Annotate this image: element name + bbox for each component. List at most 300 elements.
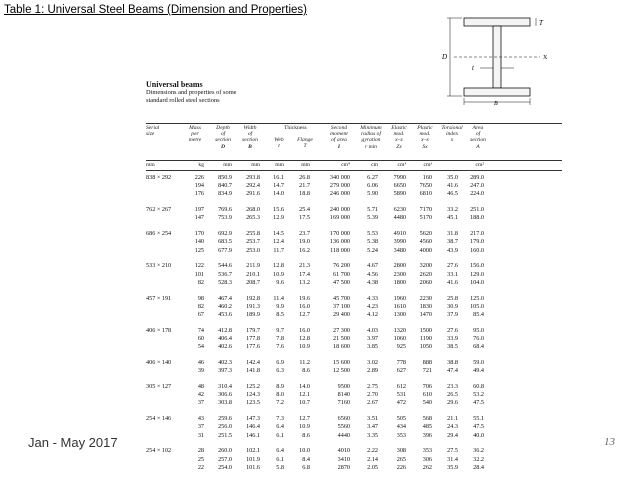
- table-cell: 118 000: [330, 246, 350, 254]
- table-cell: 303.8: [218, 399, 232, 407]
- table-cell: 925: [396, 343, 406, 351]
- table-cell: 217.0: [470, 230, 484, 238]
- table-cell: 37 100: [332, 302, 350, 310]
- unit-label: cm²: [475, 162, 484, 168]
- table-cell: 32.2: [473, 455, 484, 463]
- diagram-label-D: D: [442, 53, 448, 61]
- table-cell: 194: [194, 182, 204, 190]
- table-cell: 4560: [419, 238, 432, 246]
- table-cell: 98: [197, 294, 204, 302]
- table-cell: 26.8: [299, 174, 310, 181]
- serial-size: 406 × 140: [146, 359, 172, 366]
- table-cell: 41.6: [447, 182, 458, 190]
- table-cell: 2.22: [367, 447, 378, 455]
- table-cell: 3990: [393, 238, 406, 246]
- table-cell: 528.3: [218, 278, 232, 286]
- table-cell: 5.38: [367, 238, 378, 246]
- table-cell: 74: [197, 326, 204, 334]
- table-cell: 6.3: [276, 367, 284, 375]
- table-cell: 531: [396, 391, 406, 399]
- table-cell: 467.4: [218, 294, 232, 302]
- table-cell: 1050: [419, 343, 432, 351]
- table-cell: 253.0: [246, 246, 260, 254]
- table-cell: 706: [422, 383, 432, 390]
- table-cell: 1470: [419, 311, 432, 318]
- header-moment: Second moment of area I: [330, 125, 348, 150]
- table-cell: 47.5: [473, 423, 484, 431]
- table-cell: 27.6: [447, 326, 458, 334]
- table-cell: 82: [197, 278, 204, 286]
- table-cell: 14.0: [299, 383, 310, 390]
- table-cell: 2.75: [367, 383, 378, 390]
- table-cell: 4.67: [367, 262, 378, 270]
- header-width: Width of section B: [242, 125, 258, 150]
- table-cell: 2.70: [367, 391, 378, 399]
- table-cell: 8.4: [302, 455, 310, 463]
- table-cell: 105.0: [470, 302, 484, 310]
- header-radius: Minimum radius of gyration r min: [360, 125, 382, 150]
- table-cell: 170 000: [329, 230, 350, 238]
- table-cell: 412.8: [218, 326, 232, 334]
- table-cell: 191.3: [246, 302, 260, 310]
- table-cell: 8.5: [276, 311, 284, 318]
- table-cell: 6.9: [276, 359, 284, 366]
- table-cell: 7170: [419, 206, 432, 214]
- table-cell: 35.9: [447, 463, 458, 471]
- table-cell: 39: [197, 367, 204, 375]
- table-cell: 47.5: [473, 399, 484, 407]
- table-cell: 101: [194, 270, 204, 278]
- table-cell: 41.6: [447, 278, 458, 286]
- table-cell: 268.0: [246, 206, 260, 214]
- table-cell: 12.8: [299, 335, 310, 342]
- table-cell: 2.14: [367, 455, 378, 463]
- slide-title: Table 1: Universal Steel Beams (Dimension and Properties): [4, 4, 307, 16]
- unit-label: mm: [275, 162, 284, 168]
- table-cell: 30.9: [447, 302, 458, 310]
- table-cell: 160.0: [470, 246, 484, 254]
- table-cell: 141.8: [246, 367, 260, 375]
- diagram-label-X: X: [543, 55, 548, 61]
- table-cell: 1190: [419, 335, 432, 342]
- page-number: 13: [604, 436, 615, 448]
- table-cell: 4010: [337, 447, 350, 455]
- table-cell: 402.6: [218, 343, 232, 351]
- table-cell: 254.0: [218, 463, 232, 471]
- table-cell: 240 000: [329, 206, 350, 214]
- table-cell: 10.9: [299, 343, 310, 351]
- header-mass: Mass per metre: [188, 125, 202, 144]
- table-cell: 25: [197, 455, 204, 463]
- table-cell: 68.4: [473, 343, 484, 351]
- table-cell: 544.6: [218, 262, 232, 270]
- table-cell: 260.0: [218, 447, 232, 455]
- table-cell: 12.7: [299, 311, 310, 318]
- serial-size: 838 × 292: [146, 174, 172, 181]
- table-cell: 1500: [419, 326, 432, 334]
- table-cell: 6560: [337, 415, 350, 423]
- table-cell: 1800: [393, 278, 406, 286]
- table-cell: 15 600: [332, 359, 350, 366]
- table-cell: 122: [194, 262, 204, 270]
- table-cell: 5.53: [367, 230, 378, 238]
- serial-size: 457 × 191: [146, 294, 172, 302]
- table-cell: 12.4: [273, 238, 284, 246]
- table-cell: 26.5: [447, 391, 458, 399]
- table-cell: 17.4: [299, 270, 310, 278]
- table-cell: 4.56: [367, 270, 378, 278]
- table-cell: 4.12: [367, 311, 378, 318]
- table-cell: 485: [422, 423, 432, 431]
- table-cell: 46.5: [447, 190, 458, 198]
- table-cell: 16.2: [299, 246, 310, 254]
- table-cell: 292.4: [246, 182, 260, 190]
- table-cell: 536.7: [218, 270, 232, 278]
- table-cell: 6.27: [367, 174, 378, 181]
- table-cell: 353: [422, 447, 432, 455]
- table-cell: 265.3: [246, 214, 260, 222]
- table-cell: 136 000: [329, 238, 350, 246]
- table-cell: 9500: [337, 383, 350, 390]
- table-cell: 54: [197, 343, 204, 351]
- unit-label: cm³: [397, 162, 406, 168]
- table-cell: 38.5: [447, 343, 458, 351]
- table-cell: 5890: [393, 190, 406, 198]
- table-cell: 5560: [337, 423, 350, 431]
- header-serial: Serial size: [146, 125, 160, 138]
- table-cell: 612: [396, 383, 406, 390]
- table-cell: 7.3: [276, 415, 284, 423]
- table-cell: 683.5: [218, 238, 232, 246]
- table-cell: 6.8: [302, 463, 310, 471]
- table-cell: 310.4: [218, 383, 232, 390]
- table-cell: 197: [194, 206, 204, 214]
- table-cell: 308: [396, 447, 406, 455]
- table-cell: 188.0: [470, 214, 484, 222]
- table-cell: 8.6: [302, 367, 310, 375]
- table-cell: 3.47: [367, 423, 378, 431]
- table-cell: 540: [422, 399, 432, 407]
- table-cell: 3480: [393, 246, 406, 254]
- table-cell: 27.5: [447, 447, 458, 455]
- table-cell: 16.1: [273, 174, 284, 181]
- table-cell: 15.6: [273, 206, 284, 214]
- table-cell: 434: [396, 423, 406, 431]
- table-cell: 14.5: [273, 230, 284, 238]
- table-cell: 104.0: [470, 278, 484, 286]
- table-cell: 10.9: [273, 270, 284, 278]
- table-cell: 9.9: [276, 302, 284, 310]
- table-cell: 677.9: [218, 246, 232, 254]
- table-cell: 4.33: [367, 294, 378, 302]
- header-web: Web t: [274, 137, 284, 150]
- table-cell: 226: [194, 174, 204, 181]
- table-cell: 147.3: [246, 415, 260, 423]
- table-cell: 5.71: [367, 206, 378, 214]
- table-cell: 12.9: [273, 214, 284, 222]
- table-cell: 2230: [419, 294, 432, 302]
- table-cell: 12.7: [299, 415, 310, 423]
- table-cell: 251.5: [218, 431, 232, 439]
- table-cell: 49.4: [473, 367, 484, 375]
- table-cell: 753.9: [218, 214, 232, 222]
- header-thickness: Thickness: [284, 125, 307, 131]
- serial-size: 254 × 102: [146, 447, 172, 455]
- table-cell: 2.89: [367, 367, 378, 375]
- table-cell: 1060: [393, 335, 406, 342]
- header-plastic: Plastic mod. x–x Sx: [417, 125, 433, 150]
- table-cell: 31.4: [447, 455, 458, 463]
- table-cell: 4440: [337, 431, 350, 439]
- table-cell: 4000: [419, 246, 432, 254]
- header-depth: Depth of section D: [215, 125, 231, 150]
- unit-label: mm: [301, 162, 310, 168]
- table-cell: 42: [197, 391, 204, 399]
- table-cell: 59.0: [473, 359, 484, 366]
- table-cell: 189.9: [246, 311, 260, 318]
- table-cell: 9.6: [276, 278, 284, 286]
- table-cell: 28.4: [473, 463, 484, 471]
- table-cell: 10.0: [299, 447, 310, 455]
- header-elastic: Elastic mod. x–x Zx: [391, 125, 407, 150]
- table-cell: 259.6: [218, 415, 232, 423]
- table-cell: 33.9: [447, 335, 458, 342]
- table-cell: 156.0: [470, 262, 484, 270]
- table-cell: 19.6: [299, 294, 310, 302]
- table-cell: 211.9: [246, 262, 260, 270]
- table-cell: 3410: [337, 455, 350, 463]
- table-cell: 24.3: [447, 423, 458, 431]
- table-cell: 1300: [393, 311, 406, 318]
- table-cell: 37: [197, 423, 204, 431]
- table-cell: 29 400: [332, 311, 350, 318]
- table-cell: 27 300: [332, 326, 350, 334]
- unit-label: mm: [251, 162, 260, 168]
- table-cell: 14.7: [273, 182, 284, 190]
- table-cell: 850.9: [218, 174, 232, 181]
- serial-size: 762 × 267: [146, 206, 172, 214]
- table-cell: 2060: [419, 278, 432, 286]
- table-cell: 25.8: [447, 294, 458, 302]
- table-cell: 45.1: [447, 214, 458, 222]
- table-cell: 21.1: [447, 415, 458, 423]
- table-cell: 17.5: [299, 214, 310, 222]
- serial-size: 406 × 178: [146, 326, 172, 334]
- table-cell: 37.9: [447, 311, 458, 318]
- table-cell: 397.3: [218, 367, 232, 375]
- table-cell: 13.2: [299, 278, 310, 286]
- table-cell: 101.9: [246, 455, 260, 463]
- table-cell: 7650: [419, 182, 432, 190]
- table-cell: 170: [194, 230, 204, 238]
- table-cell: 208.7: [246, 278, 260, 286]
- table-cell: 38.8: [447, 359, 458, 366]
- header-flange: Flange T: [297, 137, 313, 150]
- serial-size: 533 × 210: [146, 262, 172, 270]
- table-cell: 7160: [337, 399, 350, 407]
- table-cell: 6650: [393, 182, 406, 190]
- table-cell: 102.1: [246, 447, 260, 455]
- table-cell: 18.8: [299, 190, 310, 198]
- table-cell: 95.0: [473, 326, 484, 334]
- table-cell: 769.6: [218, 206, 232, 214]
- table-cell: 10.7: [299, 399, 310, 407]
- table-cell: 210.1: [246, 270, 260, 278]
- units-bottom-rule: [146, 170, 562, 171]
- table-cell: 142.4: [246, 359, 260, 366]
- table-cell: 2.05: [367, 463, 378, 471]
- table-cell: 11.7: [273, 246, 284, 254]
- table-cell: 25.4: [299, 206, 310, 214]
- table-cell: 21.7: [299, 182, 310, 190]
- table-cell: 5.39: [367, 214, 378, 222]
- table-cell: 47.4: [447, 367, 458, 375]
- table-cell: 3.97: [367, 335, 378, 342]
- table-cell: 11.4: [273, 294, 284, 302]
- table-cell: 5.8: [276, 463, 284, 471]
- table-cell: 2620: [419, 270, 432, 278]
- table-cell: 2.67: [367, 399, 378, 407]
- table-cell: 146.1: [246, 431, 260, 439]
- table-cell: 33.1: [447, 270, 458, 278]
- top-flange: [464, 18, 530, 26]
- table-cell: 255.8: [246, 230, 260, 238]
- table-cell: 6.06: [367, 182, 378, 190]
- table-cell: 18 600: [332, 343, 350, 351]
- table-cell: 627: [396, 367, 406, 375]
- table-cell: 289.0: [470, 174, 484, 181]
- unit-label: mm: [223, 162, 232, 168]
- table-cell: 460.2: [218, 302, 232, 310]
- table-cell: 6810: [419, 190, 432, 198]
- table-cell: 12.1: [299, 391, 310, 399]
- diagram-label-t: t: [472, 64, 474, 72]
- table-cell: 10.9: [299, 423, 310, 431]
- table-cell: 11.2: [299, 359, 310, 366]
- unit-label: cm³: [423, 162, 432, 168]
- table-cell: 7.8: [276, 335, 284, 342]
- table-cell: 8.0: [276, 391, 284, 399]
- table-cell: 4480: [393, 214, 406, 222]
- table-cell: 262: [422, 463, 432, 471]
- table-cell: 7.6: [276, 343, 284, 351]
- table-cell: 60.8: [473, 383, 484, 390]
- table-cell: 568: [422, 415, 432, 423]
- table-cell: 129.0: [470, 270, 484, 278]
- table-cell: 306.6: [218, 391, 232, 399]
- table-cell: 36.2: [473, 447, 484, 455]
- table-cell: 6.4: [276, 447, 284, 455]
- serial-size: 254 × 146: [146, 415, 172, 423]
- table-cell: 1610: [393, 302, 406, 310]
- table-cell: 1960: [393, 294, 406, 302]
- table-cell: 43: [197, 415, 204, 423]
- table-cell: 1830: [419, 302, 432, 310]
- book-subtitle-line1: Dimensions and properties of some: [146, 89, 237, 96]
- table-cell: 778: [396, 359, 406, 366]
- table-cell: 53.2: [473, 391, 484, 399]
- table-cell: 3200: [419, 262, 432, 270]
- table-cell: 472: [396, 399, 406, 407]
- book-subtitle-line2: standard rolled steel sections: [146, 96, 220, 104]
- table-cell: 31.8: [447, 230, 458, 238]
- table-cell: 293.8: [246, 174, 260, 181]
- footer-date: Jan - May 2017: [28, 435, 118, 450]
- table-cell: 35.0: [447, 174, 458, 181]
- header-area: Area of section A: [470, 125, 486, 150]
- table-cell: 85.4: [473, 311, 484, 318]
- unit-label: mm: [146, 162, 155, 168]
- table-cell: 76.0: [473, 335, 484, 342]
- table-cell: 6.1: [276, 455, 284, 463]
- table-cell: 124.3: [246, 391, 260, 399]
- unit-label: cm: [371, 162, 378, 168]
- diagram-label-T: T: [539, 19, 543, 27]
- table-cell: 38.7: [447, 238, 458, 246]
- table-cell: 3.02: [367, 359, 378, 366]
- table-cell: 21 500: [332, 335, 350, 342]
- table-cell: 8.6: [302, 431, 310, 439]
- bottom-flange: [464, 88, 530, 96]
- table-cell: 3.35: [367, 431, 378, 439]
- table-cell: 5.24: [367, 246, 378, 254]
- table-cell: 226: [396, 463, 406, 471]
- table-cell: 125.2: [246, 383, 260, 390]
- table-cell: 45 700: [332, 294, 350, 302]
- table-cell: 61 700: [332, 270, 350, 278]
- table-cell: 67: [197, 311, 204, 318]
- table-cell: 8140: [337, 391, 350, 399]
- table-cell: 279 000: [329, 182, 350, 190]
- table-cell: 101.6: [246, 463, 260, 471]
- table-cell: 1320: [393, 326, 406, 334]
- table-cell: 2870: [337, 463, 350, 471]
- table-cell: 4910: [393, 230, 406, 238]
- table-cell: 3.85: [367, 343, 378, 351]
- table-cell: 27.6: [447, 262, 458, 270]
- table-cell: 5170: [419, 214, 432, 222]
- table-cell: 76 200: [332, 262, 350, 270]
- book-title: Universal beams: [146, 80, 203, 89]
- table-cell: 29.4: [447, 431, 458, 439]
- table-cell: 291.6: [246, 190, 260, 198]
- table-cell: 47 500: [332, 278, 350, 286]
- table-cell: 247.0: [470, 182, 484, 190]
- table-cell: 123.5: [246, 399, 260, 407]
- table-cell: 402.3: [218, 359, 232, 366]
- table-cell: 453.6: [218, 311, 232, 318]
- table-cell: 5620: [419, 230, 432, 238]
- i-beam-diagram: [440, 8, 558, 106]
- table-cell: 12 500: [332, 367, 350, 375]
- table-cell: 179.0: [470, 238, 484, 246]
- table-cell: 721: [422, 367, 432, 375]
- book-heading: [146, 80, 237, 104]
- table-cell: 33.2: [447, 206, 458, 214]
- table-cell: 4.03: [367, 326, 378, 334]
- table-cell: 19.0: [299, 238, 310, 246]
- table-cell: 12.8: [273, 262, 284, 270]
- table-cell: 40.0: [473, 431, 484, 439]
- table-cell: 2300: [393, 270, 406, 278]
- table-cell: 23.3: [447, 383, 458, 390]
- table-cell: 4.23: [367, 302, 378, 310]
- table-cell: 169 000: [329, 214, 350, 222]
- serial-size: 305 × 127: [146, 383, 172, 390]
- table-cell: 306: [422, 455, 432, 463]
- unit-label: kg: [198, 162, 204, 168]
- table-cell: 147: [194, 214, 204, 222]
